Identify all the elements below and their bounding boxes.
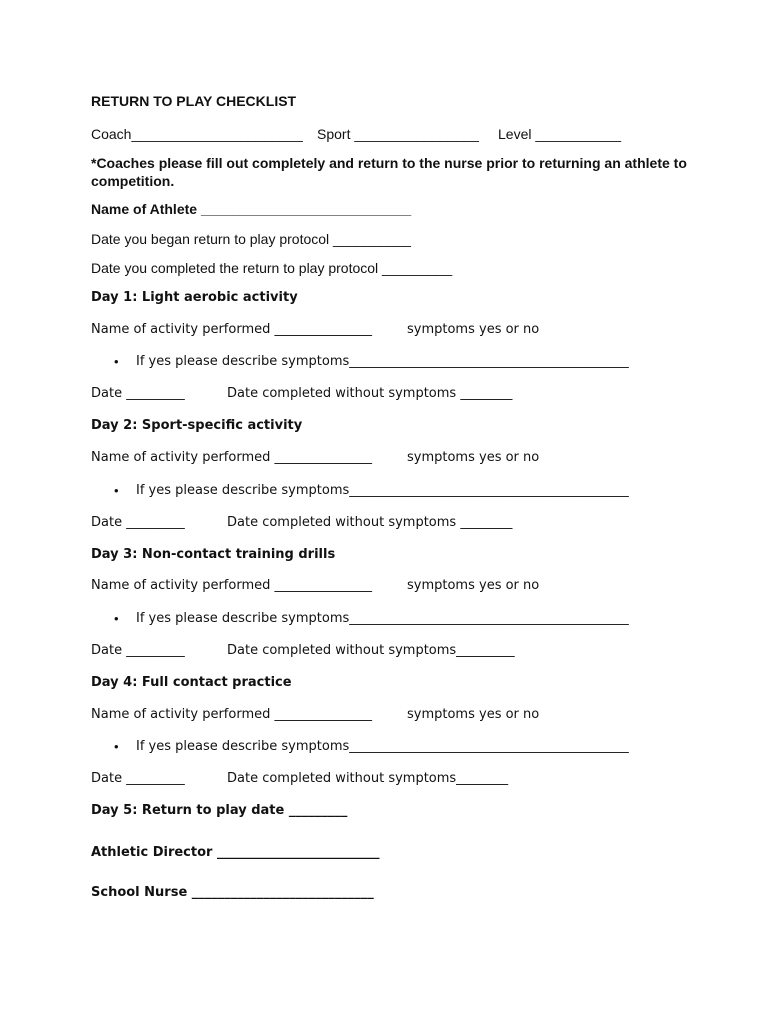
day2-symptoms-label: symptoms yes or no (407, 450, 540, 465)
day4-heading: Day 4: Full contact practice (91, 675, 292, 690)
bullet-icon: • (114, 483, 119, 498)
day3-date-field[interactable]: Date _________ (91, 643, 185, 658)
instruction-note: *Coaches please fill out completely and return to the nurse prior to returning an athlete to competition. (91, 155, 687, 189)
day5-return-date-field[interactable]: Day 5: Return to play date _________ (91, 803, 348, 818)
sport-field[interactable]: Sport ________________ (317, 126, 479, 142)
bullet-icon: • (114, 611, 119, 626)
day3-activity-field[interactable]: Name of activity performed _______________ (91, 578, 372, 593)
page-title: RETURN TO PLAY CHECKLIST (91, 93, 297, 109)
level-field[interactable]: Level ___________ (498, 126, 622, 142)
day3-symptoms-label: symptoms yes or no (407, 578, 540, 593)
day1-activity-field[interactable]: Name of activity performed _______________ (91, 322, 372, 337)
day1-date-field[interactable]: Date _________ (91, 386, 185, 401)
day1-describe-field[interactable]: If yes please describe symptoms___________________________________________ (136, 354, 629, 369)
began-date-field[interactable]: Date you began return to play protocol __________ (91, 231, 411, 247)
day3-date-completed-field[interactable]: Date completed without symptoms_________ (227, 643, 515, 658)
day2-heading: Day 2: Sport-specific activity (91, 418, 303, 433)
day1-date-completed-field[interactable]: Date completed without symptoms ________ (227, 386, 513, 401)
day4-activity-field[interactable]: Name of activity performed _______________ (91, 707, 372, 722)
day2-activity-field[interactable]: Name of activity performed _______________ (91, 450, 372, 465)
completed-date-field[interactable]: Date you completed the return to play protocol _________ (91, 260, 453, 276)
day4-symptoms-label: symptoms yes or no (407, 707, 540, 722)
day3-heading: Day 3: Non-contact training drills (91, 547, 336, 562)
day2-describe-field[interactable]: If yes please describe symptoms___________________________________________ (136, 483, 629, 498)
athlete-name-field[interactable]: Name of Athlete ___________________________ (91, 201, 412, 217)
day4-describe-field[interactable]: If yes please describe symptoms___________________________________________ (136, 739, 629, 754)
coach-field[interactable]: Coach______________________ (91, 126, 303, 142)
day2-date-field[interactable]: Date _________ (91, 515, 185, 530)
bullet-icon: • (114, 354, 119, 369)
day4-date-field[interactable]: Date _________ (91, 771, 185, 786)
school-nurse-field[interactable]: School Nurse ____________________________ (91, 885, 374, 900)
day3-describe-field[interactable]: If yes please describe symptoms___________________________________________ (136, 611, 629, 626)
day4-date-completed-field[interactable]: Date completed without symptoms________ (227, 771, 509, 786)
bullet-icon: • (114, 739, 119, 754)
day1-symptoms-label: symptoms yes or no (407, 322, 540, 337)
day2-date-completed-field[interactable]: Date completed without symptoms ________ (227, 515, 513, 530)
athletic-director-field[interactable]: Athletic Director _________________________ (91, 845, 380, 860)
day1-heading: Day 1: Light aerobic activity (91, 290, 298, 305)
